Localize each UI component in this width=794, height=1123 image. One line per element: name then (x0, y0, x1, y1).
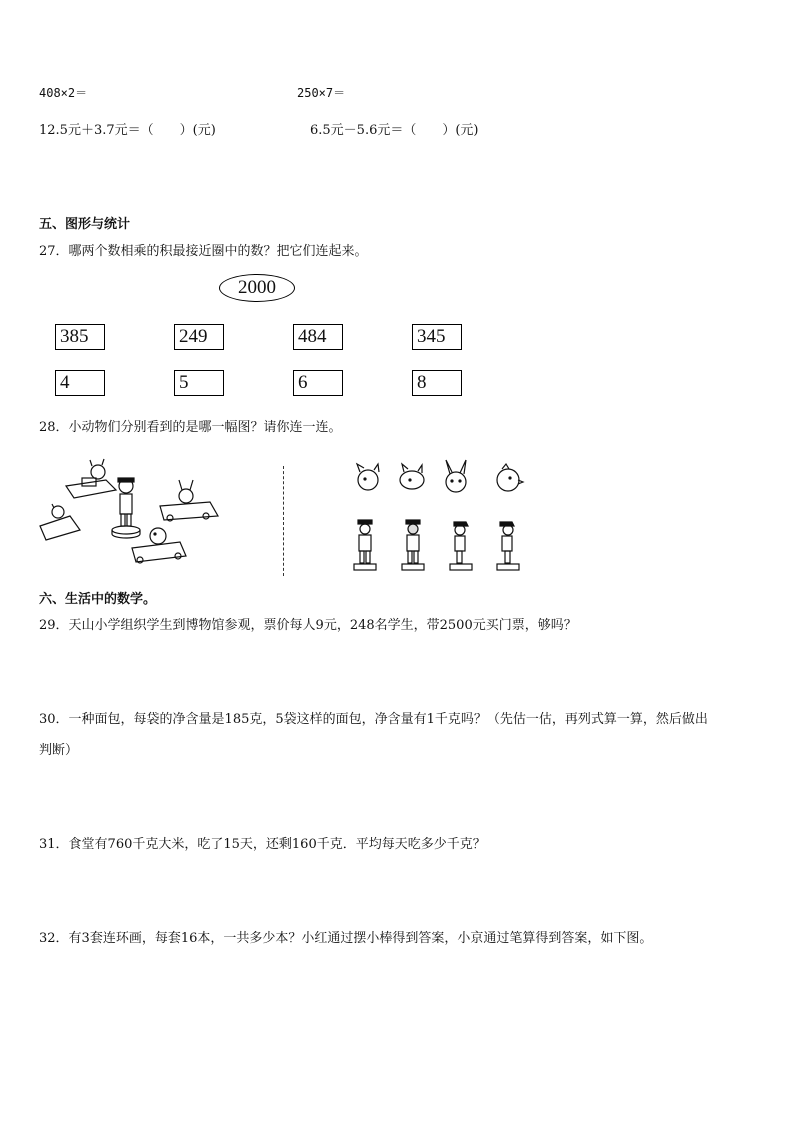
number-box-bottom-2: 5 (174, 370, 224, 396)
question-28: 28．小动物们分别看到的是哪一幅图？请你连一连。 (39, 420, 342, 435)
section-5-title: 五、图形与统计 (39, 217, 131, 232)
number-box-top-1: 385 (55, 324, 105, 350)
calc-yuan-add: 12.5元＋3.7元＝（ ）(元) (39, 123, 216, 138)
question-29: 29．天山小学组织学生到博物馆参观，票价每人9元，248名学生，带2500元买门票，够吗？ (39, 618, 577, 633)
figure-right-view-icon (497, 522, 519, 570)
figure-left-view-icon (450, 522, 472, 570)
number-box-bottom-3: 6 (293, 370, 343, 396)
calc-408x2: 408×2＝ (39, 86, 88, 100)
chick-head-icon (497, 464, 523, 491)
wolf-head-icon (400, 464, 424, 489)
number-box-bottom-4: 8 (412, 370, 462, 396)
question-30-line-2: 判断） (39, 743, 79, 758)
section-6-title: 六、生活中的数学。 (39, 592, 157, 607)
question-31: 31．食堂有760千克大米，吃了15天，还剩160千克．平均每天吃多少千克？ (39, 837, 486, 852)
number-box-bottom-1: 4 (55, 370, 105, 396)
animals-scene-illustration (36, 456, 266, 576)
calc-250x7: 250×7＝ (297, 86, 346, 100)
rabbit-head-icon (446, 460, 466, 492)
number-box-top-2: 249 (174, 324, 224, 350)
figure-back-view-icon (402, 520, 424, 570)
figure-views-row (350, 518, 530, 574)
dog-head-icon (357, 464, 379, 490)
target-circle: 2000 (219, 274, 295, 302)
question-27: 27．哪两个数相乘的积最接近圈中的数？把它们连起来。 (39, 244, 368, 259)
divider-dashed (283, 466, 284, 576)
animal-heads-row (350, 458, 530, 498)
number-box-top-4: 345 (412, 324, 462, 350)
question-32: 32．有3套连环画，每套16本，一共多少本？小红通过摆小棒得到答案，小京通过笔算得到答案，如下图。 (39, 931, 653, 946)
number-box-top-3: 484 (293, 324, 343, 350)
calc-yuan-sub: 6.5元－5.6元＝（ ）(元) (310, 123, 479, 138)
figure-front-view-icon (354, 520, 376, 570)
question-30-line-1: 30．一种面包，每袋的净含量是185克，5袋这样的面包，净含量有1千克吗？（先估一估，再列式算一算，然后做出 (39, 712, 708, 727)
